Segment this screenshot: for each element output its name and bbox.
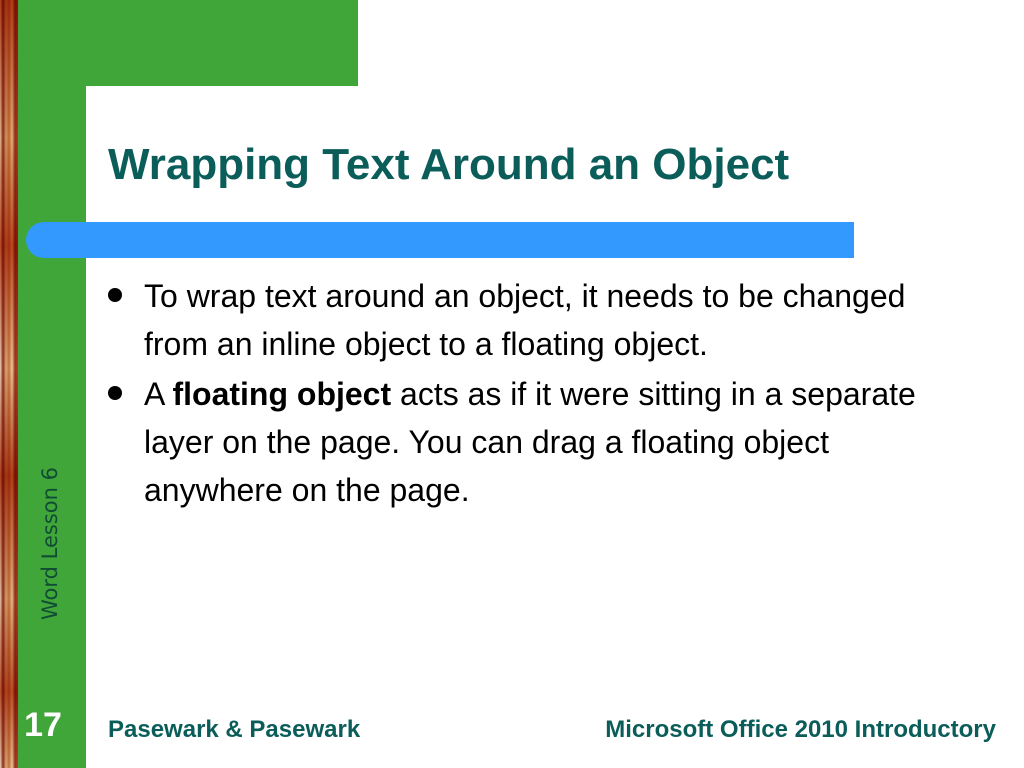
footer-author: Pasewark & Pasewark bbox=[108, 716, 361, 743]
slide-number: 17 bbox=[24, 706, 62, 744]
green-sidebar bbox=[18, 0, 86, 768]
footer-course: Microsoft Office 2010 Introductory bbox=[605, 716, 996, 743]
list-item bbox=[102, 370, 972, 514]
slide-title: Wrapping Text Around an Object bbox=[108, 140, 790, 189]
bullet-icon bbox=[108, 288, 122, 302]
lesson-label: Word Lesson 6 bbox=[38, 467, 62, 620]
bullet-list bbox=[102, 272, 972, 516]
bullet-text-rest: acts as if it were sitting in a separate layer on the page. You can drag a floating object anywhere on the page. bbox=[144, 376, 916, 508]
bullet-text: To wrap text around an object, it needs to be changed from an inline object to a floating object. bbox=[144, 278, 906, 362]
bullet-text-lead: A bbox=[144, 376, 173, 412]
title-underline-bar bbox=[26, 222, 854, 258]
green-header-block bbox=[18, 0, 358, 86]
decorative-photo-strip bbox=[0, 0, 18, 768]
list-item bbox=[102, 272, 972, 368]
bullet-term-bold: floating object bbox=[172, 376, 392, 412]
bullet-icon bbox=[108, 386, 122, 400]
